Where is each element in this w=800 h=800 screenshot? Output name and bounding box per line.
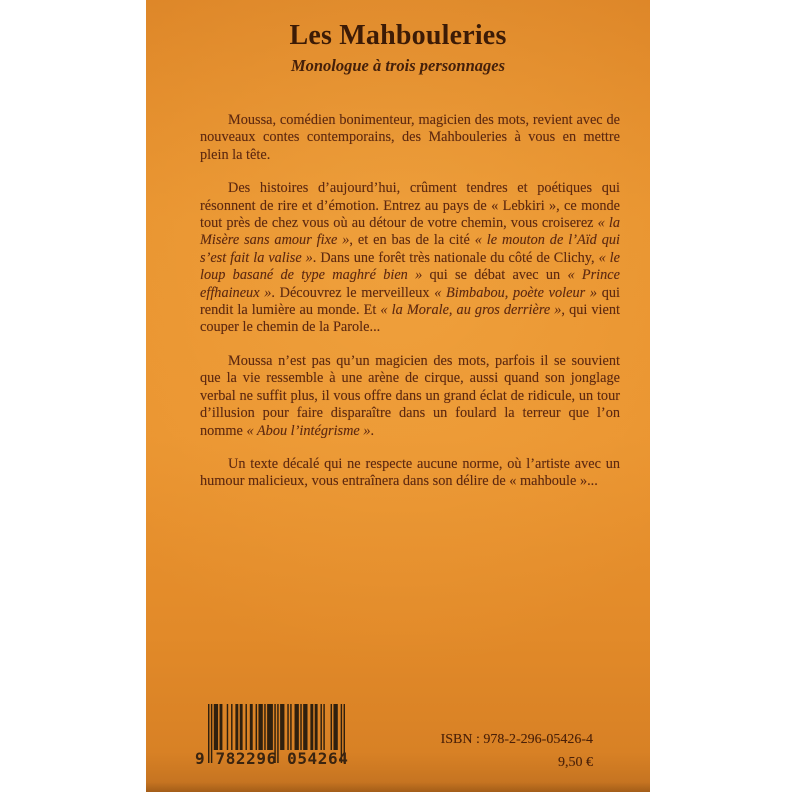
price-text: 9,50 € xyxy=(558,755,593,770)
isbn-block xyxy=(441,732,593,771)
paragraph: Moussa, comédien bonimenteur, magicien des mots, revient avec de nouveaux contes contemporains, des Mahbouleries à vous en mettre plein la tête. xyxy=(200,112,620,163)
barcode xyxy=(195,704,365,770)
paragraph: Moussa n’est pas qu’un magicien des mots, parfois il se souvient que la vie ressemble à une arène de cirque, aussi quand son jonglage verbal ne suffit plus, il vous offre dans un grand éclat de ridicule, un tour d’illusion pour faire disparaître dans un foulard la terreur que l’on nomme « Abou l’intégrisme ». xyxy=(200,352,620,439)
book-title: Les Mahbouleries xyxy=(289,20,507,51)
book-back-cover xyxy=(146,0,650,792)
paragraph: Des histoires d’aujourd’hui, crûment tendres et poétiques qui résonnent de rire et d’émotion. Entrez au pays de « Lebkiri », ce monde tout près de chez vous où au détour de votre chemin, vous croiserez « la Misère sans amour fixe », et en bas de la cité « le mouton de l’Aïd qui s’est fait la valise ». Dans une forêt très nationale du côté de Clichy, « le loup basané de type maghré bien » qui se débat avec un « Prince effhaineux ». Découvrez le merveilleux « Bimbabou, poète voleur » qui rendit la lumière au monde. Et « la Morale, au gros derrière », qui vient couper le chemin de la Parole... xyxy=(200,180,621,336)
book-subtitle: Monologue à trois personnages xyxy=(290,56,506,75)
paragraph: Un texte décalé qui ne respecte aucune norme, où l’artiste avec un humour malicieux, vous entraînera dans son délire de « mahboule »... xyxy=(200,455,620,490)
barcode-digits: 9 782296 054264 xyxy=(195,749,349,768)
body-paragraphs xyxy=(200,112,620,507)
isbn-text: ISBN : 978-2-296-05426-4 xyxy=(440,732,593,747)
